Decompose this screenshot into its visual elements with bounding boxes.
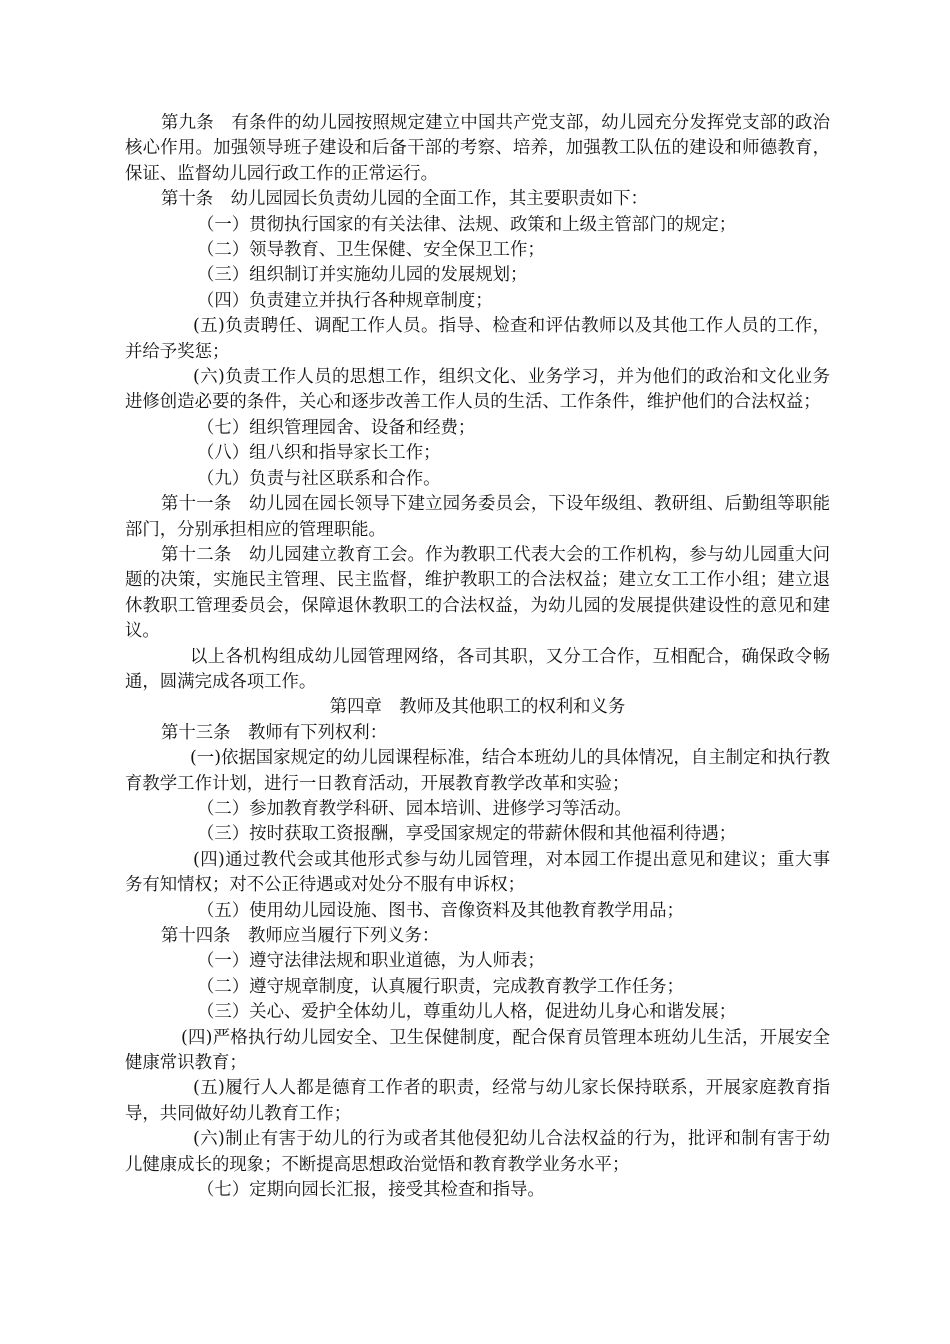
article-14-item-4: (四)严格执行幼儿园安全、卫生保健制度，配合保育员管理本班幼儿生活，开展安全健康常识教育； xyxy=(125,1027,830,1074)
article-10-item-5: (五)负责聘任、调配工作人员。指导、检查和评估教师以及其他工作人员的工作，并给予奖惩； xyxy=(125,316,830,362)
chapter-heading: 第四章 教师及其他职工的权利和义务 xyxy=(329,697,626,718)
article-14-item-6: (六)制止有害于幼儿的行为或者其他侵犯幼儿合法权益的行为，批评和制有害于幼儿健康成长的现象；不断提高思想政治觉悟和教育教学业务水平； xyxy=(125,1129,830,1175)
summary-paragraph: 以上各机构组成幼儿园管理网络，各司其职，又分工合作，互相配合，确保政令畅通，圆满完成各项工作。 xyxy=(125,646,830,692)
article-12: 第十二条 幼儿园建立教育工会。作为教职工代表大会的工作机构，参与幼儿园重大问题的决策，实施民主管理、民主监督，维护教职工的合法权益；建立女工工作小组；建立退休教职工管理委员会，保障退休教职工的合法权益，为幼儿园的发展提供建设性的意见和建议。 xyxy=(125,544,830,642)
article-14: 第十四条 教师应当履行下列义务： xyxy=(161,926,440,946)
article-14-item-5: (五)履行人人都是德育工作者的职责，经常与幼儿家长保持联系，开展家庭教育指导，共同做好幼儿教育工作； xyxy=(125,1078,830,1124)
article-14-item-2: （二）遵守规章制度，认真履行职责，完成教育教学工作任务； xyxy=(197,976,684,997)
article-10-item-3: （三）组织制订并实施幼儿园的发展规划； xyxy=(197,265,528,286)
article-13-item-3: （三）按时获取工资报酬，享受国家规定的带薪休假和其他福利待遇； xyxy=(197,824,737,845)
article-13-item-1: (一)依据国家规定的幼儿园课程标准，结合本班幼儿的具体情况，自主制定和执行教育教学工作计划，进行一日教育活动，开展教育教学改革和实验； xyxy=(125,748,830,794)
article-10-item-8: （八）组八织和指导家长工作； xyxy=(197,443,441,464)
article-10-item-6: (六)负责工作人员的思想工作，组织文化、业务学习，并为他们的政治和文化业务进修创造必要的条件，关心和逐步改善工作人员的生活、工作条件，维护他们的合法权益； xyxy=(125,367,830,413)
article-10-item-1: （一）贯彻执行国家的有关法律、法规、政策和上级主管部门的规定； xyxy=(197,214,737,235)
article-13: 第十三条 教师有下列权利： xyxy=(161,722,388,743)
article-13-item-4: (四)通过教代会或其他形式参与幼儿园管理，对本园工作提出意见和建议；重大事务有知情权；对不公正待遇或对处分不服有申诉权； xyxy=(125,849,830,896)
article-11: 第十一条 幼儿园在园长领导下建立园务委员会，下设年级组、教研组、后勤组等职能部门，分别承担相应的管理职能。 xyxy=(125,494,830,540)
article-13-item-5: （五）使用幼儿园设施、图书、音像资料及其他教育教学用品； xyxy=(197,900,684,921)
document-page xyxy=(125,111,830,1203)
article-9: 第九条 有条件的幼儿园按照规定建立中国共产党支部，幼儿园充分发挥党支部的政治核心作用。加强领导班子建设和后备干部的考察、培养，加强教工队伍的建设和师德教育，保证、监督幼儿园行政工作的正常运行。 xyxy=(125,113,830,184)
article-10-item-7: （七）组织管理园舍、设备和经费； xyxy=(197,417,476,438)
article-14-item-7: （七）定期向园长汇报，接受其检查和指导。 xyxy=(197,1180,545,1201)
article-10-item-2: （二）领导教育、卫生保健、安全保卫工作； xyxy=(197,240,545,261)
article-10-item-4: （四）负责建立并执行各种规章制度； xyxy=(197,290,493,311)
article-14-item-1: （一）遵守法律法规和职业道德，为人师表； xyxy=(197,951,545,972)
article-14-item-3: （三）关心、爱护全体幼儿，尊重幼儿人格，促进幼儿身心和谐发展； xyxy=(197,1002,737,1023)
article-10-item-9: （九）负责与社区联系和合作。 xyxy=(197,468,441,489)
article-10: 第十条 幼儿园园长负责幼儿园的全面工作，其主要职责如下： xyxy=(161,189,648,210)
article-13-item-2: （二）参加教育教学科研、园本培训、进修学习等活动。 xyxy=(197,798,632,819)
